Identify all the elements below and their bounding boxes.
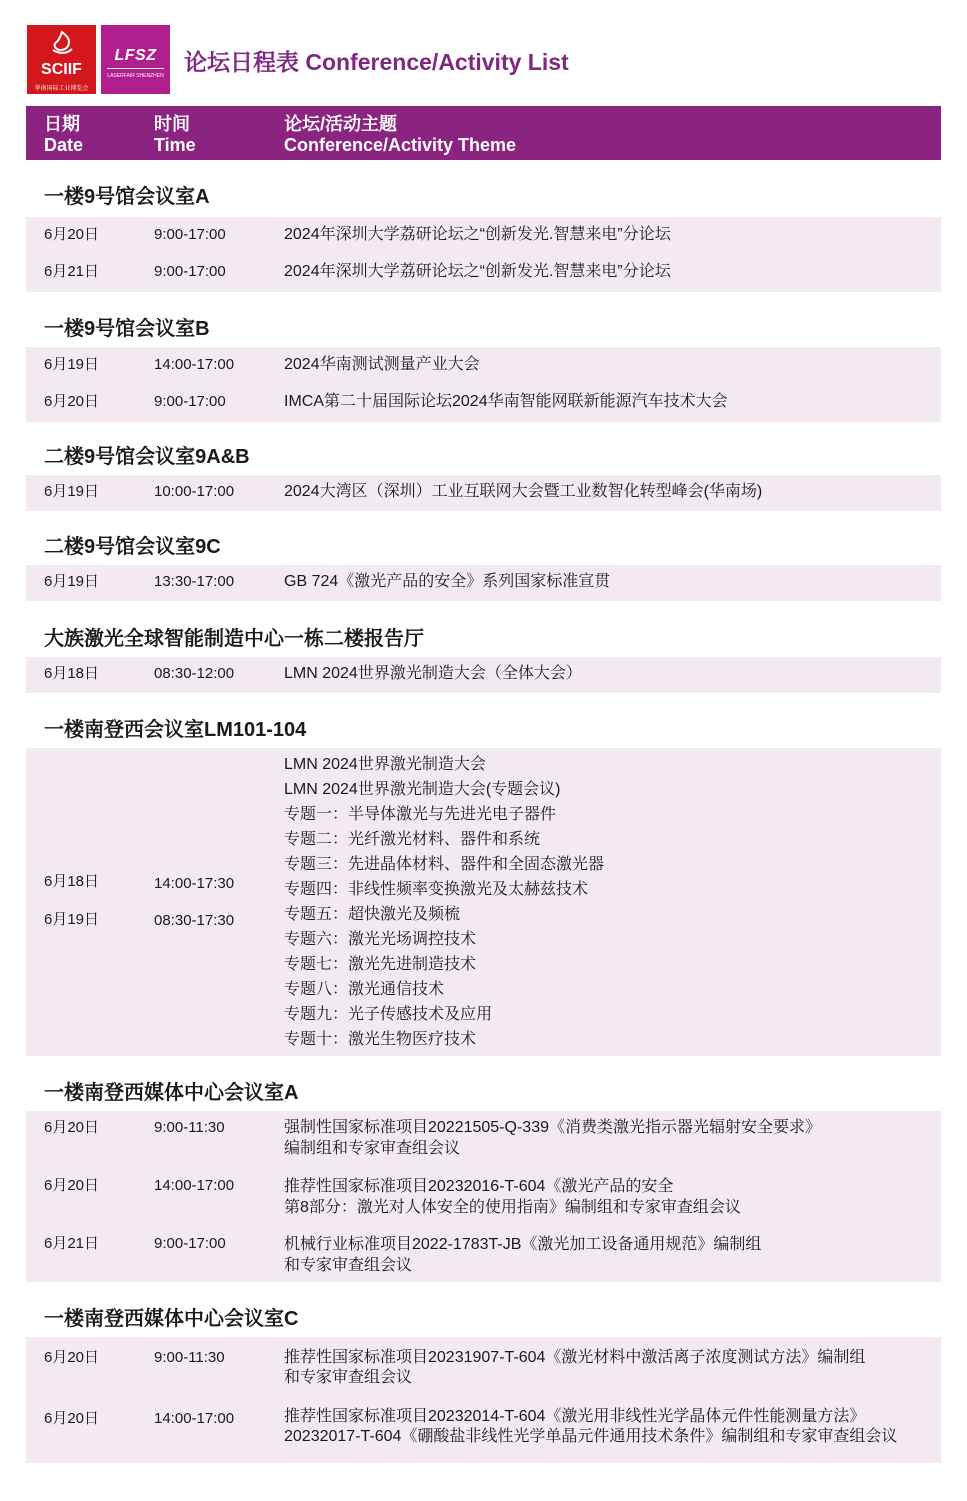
row-time: 9:00-17:00 bbox=[154, 226, 226, 243]
header-theme bbox=[284, 114, 516, 156]
row-date: 6月19日 bbox=[44, 356, 100, 373]
row-theme: LMN 2024世界激光制造大会（全体大会） bbox=[284, 665, 582, 682]
header-date-cn: 日期 bbox=[44, 114, 80, 134]
venue-title: 一楼南登西会议室LM101-104 bbox=[44, 719, 307, 741]
theme-line: 专题四：非线性频率变换激光及太赫兹技术 bbox=[284, 881, 589, 898]
row-time: 08:30-17:30 bbox=[154, 912, 235, 929]
venue-title: 一楼9号馆会议室B bbox=[44, 318, 210, 340]
row-theme-cont: 和专家审查组会议 bbox=[284, 1257, 413, 1274]
theme-line: 专题二：光纤激光材料、器件和系统 bbox=[284, 831, 541, 848]
venue-title: 一楼9号馆会议室A bbox=[44, 186, 210, 208]
page-title: 论坛日程表 Conference/Activity List bbox=[184, 49, 569, 75]
theme-line: 专题八：激光通信技术 bbox=[284, 981, 445, 998]
header-time-cn: 时间 bbox=[154, 114, 190, 134]
row-time: 14:00-17:00 bbox=[154, 1177, 235, 1194]
row-time: 9:00-17:00 bbox=[154, 263, 226, 280]
sciif-logo bbox=[27, 25, 96, 94]
lfsz-logo-name: LFSZ bbox=[114, 47, 157, 64]
row-theme-cont: 第8部分：激光对人体安全的使用指南》编制组和专家审查组会议 bbox=[284, 1199, 741, 1216]
row-theme: 推荐性国家标准项目20232016-T-604《激光产品的安全 bbox=[284, 1178, 674, 1195]
row-time: 14:00-17:00 bbox=[154, 1410, 235, 1427]
row-date: 6月20日 bbox=[44, 226, 100, 243]
lfsz-logo-subtitle: LASERFAIR SHENZHEN bbox=[107, 73, 164, 79]
row-time: 9:00-17:00 bbox=[154, 1235, 226, 1252]
row-time: 10:00-17:00 bbox=[154, 483, 235, 500]
row-theme: IMCA第二十届国际论坛2024华南智能网联新能源汽车技术大会 bbox=[284, 393, 728, 410]
row-date: 6月20日 bbox=[44, 1177, 100, 1194]
row-theme: 2024华南测试测量产业大会 bbox=[284, 356, 480, 373]
row-date: 6月19日 bbox=[44, 573, 100, 590]
flame-icon bbox=[49, 30, 75, 56]
row-theme: 2024年深圳大学荔研论坛之“创新发光.智慧来电”分论坛 bbox=[284, 226, 671, 243]
header-time-en: Time bbox=[154, 135, 196, 155]
row-time: 08:30-12:00 bbox=[154, 665, 235, 682]
header-theme-cn: 论坛/活动主题 bbox=[284, 114, 398, 134]
venue-title: 二楼9号馆会议室9A&B bbox=[44, 446, 250, 468]
theme-line: 专题一：半导体激光与先进光电子器件 bbox=[284, 806, 557, 823]
theme-line: 专题十：激光生物医疗技术 bbox=[284, 1031, 477, 1048]
lfsz-logo bbox=[101, 25, 170, 94]
row-date: 6月20日 bbox=[44, 393, 100, 410]
header-date bbox=[44, 114, 83, 156]
header-time bbox=[154, 114, 196, 156]
row-date: 6月19日 bbox=[44, 911, 100, 928]
row-date: 6月20日 bbox=[44, 1119, 100, 1136]
sciif-logo-name: SCIIF bbox=[41, 61, 82, 78]
theme-line: 专题三：先进晶体材料、器件和全固态激光器 bbox=[284, 856, 605, 873]
venue-title: 大族激光全球智能制造中心一栋二楼报告厅 bbox=[44, 628, 424, 650]
row-time: 9:00-17:00 bbox=[154, 393, 226, 410]
row-time: 9:00-11:30 bbox=[154, 1349, 225, 1366]
row-theme: GB 724《激光产品的安全》系列国家标准宣贯 bbox=[284, 573, 611, 590]
header-theme-en: Conference/Activity Theme bbox=[284, 135, 517, 155]
theme-line: LMN 2024世界激光制造大会 bbox=[284, 756, 486, 773]
row-time: 14:00-17:30 bbox=[154, 875, 235, 892]
venue-title: 二楼9号馆会议室9C bbox=[44, 536, 221, 558]
sciif-logo-subtitle: 华南国际工业博览会 bbox=[34, 86, 89, 92]
theme-line: 专题七：激光先进制造技术 bbox=[284, 956, 477, 973]
row-theme-cont: 20232017-T-604《硼酸盐非线性光学单晶元件通用技术条件》编制组和专家审查组会议 bbox=[284, 1428, 898, 1445]
row-theme: 机械行业标准项目2022-1783T-JB《激光加工设备通用规范》编制组 bbox=[284, 1236, 762, 1253]
theme-line: 专题六：激光光场调控技术 bbox=[284, 931, 477, 948]
theme-line: LMN 2024世界激光制造大会(专题会议) bbox=[284, 781, 561, 798]
venue-title: 一楼南登西媒体中心会议室A bbox=[44, 1082, 299, 1104]
theme-line: 专题五：超快激光及频梳 bbox=[284, 906, 461, 923]
row-date: 6月21日 bbox=[44, 1235, 100, 1252]
row-time: 13:30-17:00 bbox=[154, 573, 235, 590]
theme-line: 专题九：光子传感技术及应用 bbox=[284, 1006, 493, 1023]
row-theme: 推荐性国家标准项目20232014-T-604《激光用非线性光学晶体元件性能测量方法》 bbox=[284, 1408, 866, 1425]
row-date: 6月19日 bbox=[44, 483, 100, 500]
row-theme-cont: 和专家审查组会议 bbox=[284, 1369, 413, 1386]
row-theme-cont: 编制组和专家审查组会议 bbox=[284, 1140, 461, 1157]
row-date: 6月20日 bbox=[44, 1349, 100, 1366]
row-theme: 2024年深圳大学荔研论坛之“创新发光.智慧来电”分论坛 bbox=[284, 263, 671, 280]
venue-title: 一楼南登西媒体中心会议室C bbox=[44, 1308, 299, 1330]
row-theme: 强制性国家标准项目20221505-Q-339《消费类激光指示器光辐射安全要求》 bbox=[284, 1119, 821, 1136]
table-header bbox=[26, 106, 941, 160]
row-date: 6月18日 bbox=[44, 873, 100, 890]
row-theme: 2024大湾区（深圳）工业互联网大会暨工业数智化转型峰会(华南场) bbox=[284, 483, 763, 500]
row-theme: 推荐性国家标准项目20231907-T-604《激光材料中激活离子浓度测试方法》编制组 bbox=[284, 1349, 866, 1366]
row-time: 9:00-11:30 bbox=[154, 1119, 225, 1136]
header-date-en: Date bbox=[44, 135, 84, 155]
row-time: 14:00-17:00 bbox=[154, 356, 235, 373]
row-date: 6月18日 bbox=[44, 665, 100, 682]
row-date: 6月21日 bbox=[44, 263, 100, 280]
row-date: 6月20日 bbox=[44, 1410, 100, 1427]
lfsz-logo-divider bbox=[107, 68, 164, 69]
